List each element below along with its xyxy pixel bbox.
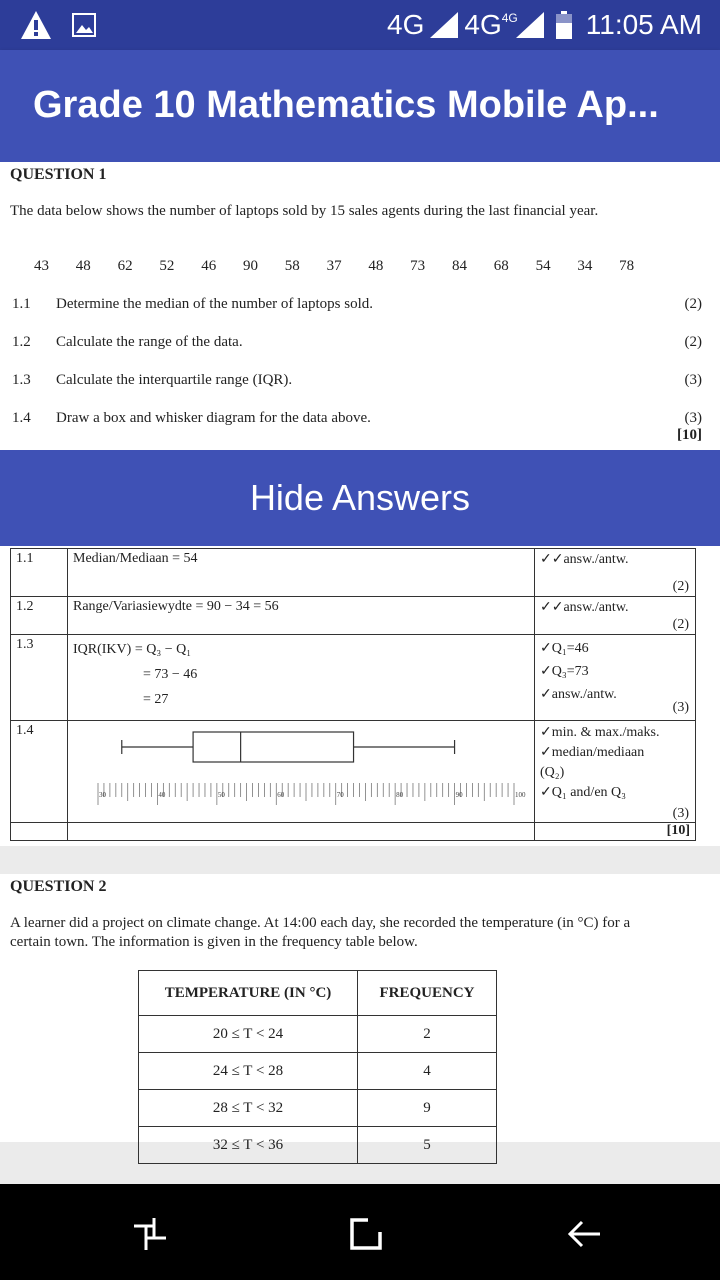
column-header: TEMPERATURE (IN °C) [139,971,358,1016]
answers-table [10,548,696,841]
temperature-range: 28 ≤ T < 32 [139,1090,358,1127]
table-header-row [139,971,497,1016]
data-value: 78 [619,258,635,274]
signal-icon-2 [516,12,544,38]
table-row [11,635,696,721]
item-number: 1.1 [12,296,31,312]
answer-check [535,549,696,597]
axis-tick-label: 30 [99,791,106,799]
data-value: 90 [242,258,258,274]
item-number: 1.3 [12,372,31,388]
answer-boxplot-cell [68,721,535,823]
item-text: Calculate the range of the data. [56,334,243,350]
check-text: ✓answ./antw. [540,687,617,702]
item-marks: (3) [684,410,702,426]
axis-tick-label: 70 [336,791,344,799]
temperature-range: 32 ≤ T < 36 [139,1127,358,1164]
data-value: 48 [75,258,91,274]
answer-check [535,721,696,823]
answer-marks: (3) [672,700,689,715]
data-value: 52 [159,258,175,274]
answer-marks: (2) [672,579,689,594]
signal-icon [430,12,458,38]
data-value: 84 [451,258,467,274]
hide-answers-button[interactable]: Hide Answers [0,450,720,546]
item-marks: (2) [684,334,702,350]
answer-working: Median/Mediaan = 54 [68,549,535,597]
navigation-bar [0,1184,720,1280]
axis-tick-label: 60 [277,791,285,799]
answer-marks: (2) [672,617,689,632]
check-text: ✓Q₃=73 [540,664,589,679]
item-marks: (3) [684,372,702,388]
answer-check [535,597,696,635]
axis-tick-label: 80 [396,791,404,799]
warning-icon [20,10,52,40]
axis-tick-label: 90 [455,791,463,799]
frequency-table [138,970,497,1164]
back-icon[interactable] [564,1214,604,1254]
answers-image [0,546,720,846]
answer-number: 1.2 [11,597,68,635]
empty-cell [68,823,535,841]
working-line: IQR(IKV) = Q₃ − Q₁ [73,642,192,657]
item-marks: (2) [684,296,702,312]
frequency-value: 9 [358,1090,497,1127]
data-value: 62 [117,258,133,274]
frequency-value: 2 [358,1016,497,1053]
frequency-value: 4 [358,1053,497,1090]
image-icon [72,13,96,37]
app-bar [0,50,720,162]
answer-number: 1.1 [11,549,68,597]
temperature-range: 20 ≤ T < 24 [139,1016,358,1053]
data-value: 73 [410,258,426,274]
check-text: (Q₂) [540,765,565,780]
empty-cell [11,823,68,841]
question-2-heading: QUESTION 2 [10,878,107,895]
iqr-box [193,732,353,762]
answer-check [535,635,696,721]
check-text: ✓min. & max./maks. [540,725,660,740]
question-2-intro: A learner did a project on climate change. At 14:00 each day, she recorded the temperature (in °C) for a certain town. The information is given in the frequency table below. [10,915,631,950]
home-icon[interactable] [346,1214,386,1254]
answer-working [68,635,535,721]
item-number: 1.2 [12,334,31,350]
status-time: 11:05 AM [585,9,702,40]
data-value: 54 [535,258,551,274]
axis-tick-label: 40 [158,791,166,799]
answer-working: Range/Variasiewydte = 90 − 34 = 56 [68,597,535,635]
working-line: = 27 [143,692,169,707]
data-value: 43 [34,258,49,274]
network-badge: 4G [501,11,518,25]
item-number: 1.4 [12,410,31,426]
answer-number: 1.3 [11,635,68,721]
question-2-image [0,874,720,1153]
question-1-heading: QUESTION 1 [10,166,107,183]
total-marks: [10] [677,427,702,443]
recent-apps-icon[interactable] [130,1214,170,1254]
answers-total: [10] [535,823,696,841]
data-value: 68 [493,258,509,274]
check-text: ✓Q₁=46 [540,641,589,656]
question-1-intro: The data below shows the number of laptops sold by 15 sales agents during the last financial year. [10,203,599,219]
axis-tick-label: 50 [217,791,225,799]
frequency-value: 5 [358,1127,497,1164]
table-row [11,597,696,635]
table-row [139,1016,497,1053]
data-value: 46 [201,258,217,274]
answer-marks: (3) [672,806,689,821]
table-row [139,1053,497,1090]
app-title: Grade 10 Mathematics Mobile Ap... [33,84,659,126]
answer-number: 1.4 [11,721,68,823]
check-text: ✓✓answ./antw. [540,552,629,567]
status-bar [0,0,720,50]
network-label-2: 4G [464,9,502,40]
data-value: 37 [326,258,342,274]
table-row [11,823,696,841]
data-value: 58 [284,258,300,274]
box-whisker-diagram [68,721,534,817]
data-value: 48 [368,258,384,274]
temperature-range: 24 ≤ T < 28 [139,1053,358,1090]
check-text: ✓✓answ./antw. [540,600,629,615]
table-row [139,1090,497,1127]
check-text: ✓Q₁ and/en Q₃ [540,785,627,800]
table-row [139,1127,497,1164]
column-header: FREQUENCY [358,971,497,1016]
working-line: = 73 − 46 [143,667,198,682]
axis-tick-label: 100 [515,791,526,799]
data-value: 34 [577,258,593,274]
question-1-image [0,162,720,450]
item-text: Determine the median of the number of laptops sold. [56,296,373,312]
item-text: Draw a box and whisker diagram for the data above. [56,410,371,426]
network-label-1: 4G [387,9,425,40]
data-values [34,258,661,275]
item-text: Calculate the interquartile range (IQR). [56,372,293,388]
table-row [11,721,696,823]
battery-icon [556,11,572,39]
table-row [11,549,696,597]
check-text: ✓median/mediaan [540,745,645,760]
